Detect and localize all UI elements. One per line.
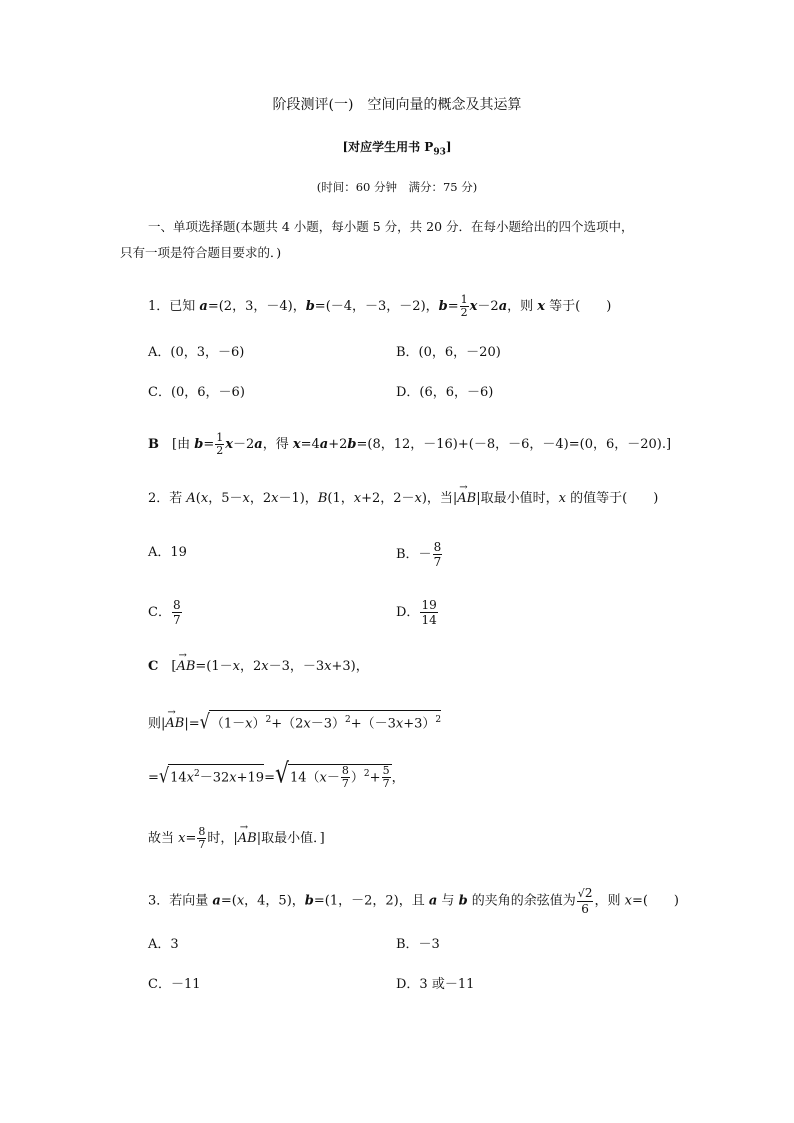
q3-option-b: B．－3 bbox=[396, 937, 440, 952]
q1-option-d: D．(6，6，－6) bbox=[396, 385, 494, 400]
question-3-stem: 3．若向量 a=(x，4，5)，b=(1，－2，2)，且 a 与 b 的夹角的余弦值为 $\frac{√2}{6}$ ，则 x=( ) bbox=[148, 886, 679, 916]
q2-solution-line-2: 则|→ $AB|=√(1-x)^2+(2x-3)^2+(-3x+3)^2$ bbox=[148, 710, 441, 733]
section-heading: 一、单项选择题(本题共 4 小题，每小题 5 分，共 20 分．在每小题给出的四个选项中， bbox=[148, 219, 634, 234]
q3-option-d: D．3 或－11 bbox=[396, 977, 475, 992]
q2-solution-line-4: 故当 x= $\frac{8}{7}$ 时，|→ AB|取最小值．] bbox=[148, 826, 325, 851]
q2-solution-line-1: C [→ AB=(1－x，2x－3，－3x+3)， bbox=[148, 658, 369, 676]
q2-option-d: D． $\frac{19}{14}$ bbox=[396, 598, 437, 627]
q2-option-b: B．－ $\frac{8}{7}$ bbox=[396, 540, 442, 569]
question-1-stem: 1．已知 a=(2，3，－4)，b=(－4，－3，－2)，b= $\frac{1}{2}$ x－2a，则 x 等于( ) bbox=[148, 293, 612, 319]
reference-note: [对应学生用书 $P_{93}$] bbox=[342, 140, 452, 158]
question-2-stem: 2．若 A(x，5－x，2x－1)，B(1，x+2，2－x)，当|→ AB|取最小值时，x 的值等于( ) bbox=[148, 490, 658, 508]
q1-option-c: C．(0，6，－6) bbox=[148, 385, 245, 400]
q3-option-c: C．－11 bbox=[148, 977, 201, 992]
section-heading-cont: 只有一项是符合题目要求的．) bbox=[120, 245, 282, 260]
q2-option-a: A．19 bbox=[148, 545, 187, 560]
q1-option-a: A．(0，3，－6) bbox=[148, 345, 245, 360]
q3-option-a: A．3 bbox=[148, 937, 179, 952]
exam-meta: (时间：60 分钟 满分：75 分) bbox=[316, 180, 478, 194]
q1-option-b: B．(0，6，－20) bbox=[396, 345, 501, 360]
q1-solution: B [由 b= $\frac{1}{2}$ x－2a，得 x=4a+2b=(8，12，－16)+(－8，－6，－4)=(0，6，－20).] bbox=[148, 431, 672, 457]
q2-option-c: C． $\frac{8}{7}$ bbox=[148, 598, 181, 627]
q2-solution-line-3: $=√14x^2-32x+19=√14(x-$ $\frac{8}{7}$ ）$^2$+ $\frac{5}{7}$ ， bbox=[148, 759, 405, 791]
page-title: 阶段测评(一) 空间向量的概念及其运算 bbox=[272, 97, 522, 113]
